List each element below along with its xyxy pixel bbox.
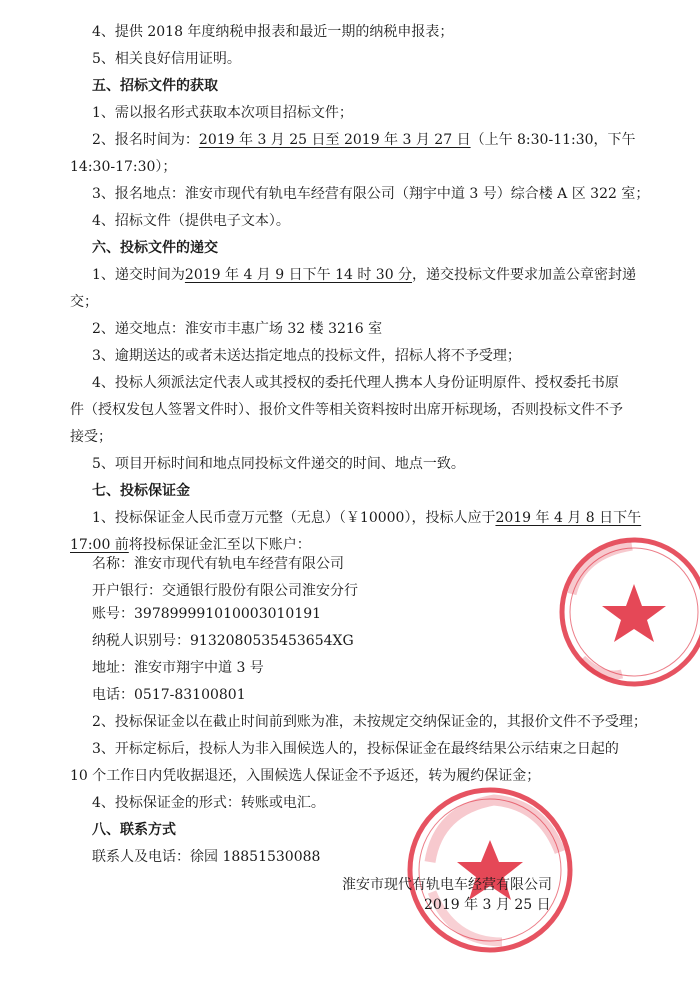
body-line <box>92 739 619 759</box>
section-heading <box>92 76 218 96</box>
body-line <box>92 658 264 678</box>
underlined-date: 2019 年 3 月 25 日至 2019 年 3 月 27 日 <box>198 132 471 148</box>
line-text: 五、招标文件的获取 <box>92 78 218 94</box>
section-heading <box>92 820 176 840</box>
line-text: 名称：淮安市现代有轨电车经营有限公司 <box>92 556 344 572</box>
body-line <box>70 292 98 312</box>
line-text: 10 个工作日内凭收据退还，入围候选人保证金不予返还，转为履约保证金； <box>70 768 541 784</box>
line-text: 3、开标定标后，投标人为非入围候选人的，投标保证金在最终结果公示结束之日起的 <box>92 741 619 757</box>
body-line <box>92 373 619 393</box>
body-line <box>70 766 540 786</box>
body-line <box>92 793 325 813</box>
line-text: （上午 8:30-11:30，下午 <box>470 132 636 148</box>
line-text: 4、提供 2018 年度纳税申报表和最近一期的纳税申报表； <box>92 24 454 40</box>
line-text: 4、投标人须派法定代表人或其授权的委托代理人携本人身份证明原件、授权委托书原 <box>92 375 619 391</box>
line-text: 联系人及电话：徐园 18851530088 <box>92 849 321 865</box>
line-text: 3、逾期送达的或者未送达指定地点的投标文件，招标人将不予受理； <box>92 348 521 364</box>
line-text: 5、项目开标时间和地点同投标文件递交的时间、地点一致。 <box>92 456 465 472</box>
line-text: 件（授权发包人签署文件时）、报价文件等相关资料按时出席开标现场，否则投标文件不予 <box>70 402 623 418</box>
signature-date: 2019 年 3 月 25 日 <box>424 897 551 913</box>
line-text: 交； <box>70 294 98 310</box>
body-line <box>70 427 112 447</box>
body-line <box>92 581 358 601</box>
line-text: 八、联系方式 <box>92 822 176 838</box>
line-text: ，递交投标文件要求加盖公章密封递 <box>412 267 637 283</box>
body-line <box>92 554 344 574</box>
line-text: 接受； <box>70 429 112 445</box>
line-text: 1、需以报名形式获取本次项目招标文件； <box>92 105 353 121</box>
body-line <box>92 454 465 474</box>
line-text: 地址：淮安市翔宇中道 3 号 <box>92 660 264 676</box>
line-text: 将投标保证金汇至以下账户： <box>128 537 311 553</box>
underlined-date: 2019 年 4 月 8 日下午 <box>495 510 642 526</box>
line-text: 1、投标保证金人民币壹万元整（无息）（￥10000），投标人应于 <box>92 510 496 526</box>
body-line <box>92 184 649 204</box>
company-seal-1 <box>542 534 700 694</box>
line-text: 七、投标保证金 <box>92 483 190 499</box>
body-line <box>92 712 647 732</box>
line-text: 纳税人识别号：9132080535453654XG <box>92 633 354 649</box>
section-heading <box>92 238 218 258</box>
body-line <box>92 847 320 867</box>
underlined-date: 17:00 前 <box>70 537 129 553</box>
body-line <box>92 508 641 528</box>
body-line <box>70 400 623 420</box>
line-text: 2、递交地点：淮安市丰惠广场 32 楼 3216 室 <box>92 321 383 337</box>
body-line <box>92 103 353 123</box>
body-line <box>92 346 521 366</box>
body-line <box>92 49 241 69</box>
body-line <box>92 319 382 339</box>
body-line <box>70 535 311 555</box>
line-text: 六、投标文件的递交 <box>92 240 218 256</box>
section-heading <box>92 481 190 501</box>
body-line <box>92 685 246 705</box>
line-text: 4、投标保证金的形式：转账或电汇。 <box>92 795 325 811</box>
line-text: 3、报名地点：淮安市现代有轨电车经营有限公司（翔宇中道 3 号）综合楼 A 区 322 室； <box>92 186 650 202</box>
body-line <box>92 604 321 624</box>
line-text: 账号：397899991010003010191 <box>92 606 322 622</box>
company-seal-2 <box>402 782 578 958</box>
body-line <box>92 265 636 285</box>
line-text: 2、投标保证金以在截止时间前到账为准，未按规定交纳保证金的，其报价文件不予受理； <box>92 714 647 730</box>
line-text: 开户银行：交通银行股份有限公司淮安分行 <box>92 583 358 599</box>
body-line <box>92 211 290 231</box>
line-text: 1、递交时间为 <box>92 267 185 283</box>
body-line <box>92 22 453 42</box>
body-line <box>92 130 636 150</box>
underlined-date: 2019 年 4 月 9 日下午 14 时 30 分 <box>184 267 413 283</box>
line-text: 2、报名时间为： <box>92 132 199 148</box>
line-text: 14:30-17:30）； <box>70 159 177 175</box>
body-line <box>70 157 176 177</box>
body-line <box>92 631 354 651</box>
line-text: 电话：0517-83100801 <box>92 687 246 703</box>
line-text: 5、相关良好信用证明。 <box>92 51 241 67</box>
signature-company: 淮安市现代有轨电车经营有限公司 <box>342 877 552 893</box>
line-text: 4、招标文件（提供电子文本）。 <box>92 213 290 229</box>
